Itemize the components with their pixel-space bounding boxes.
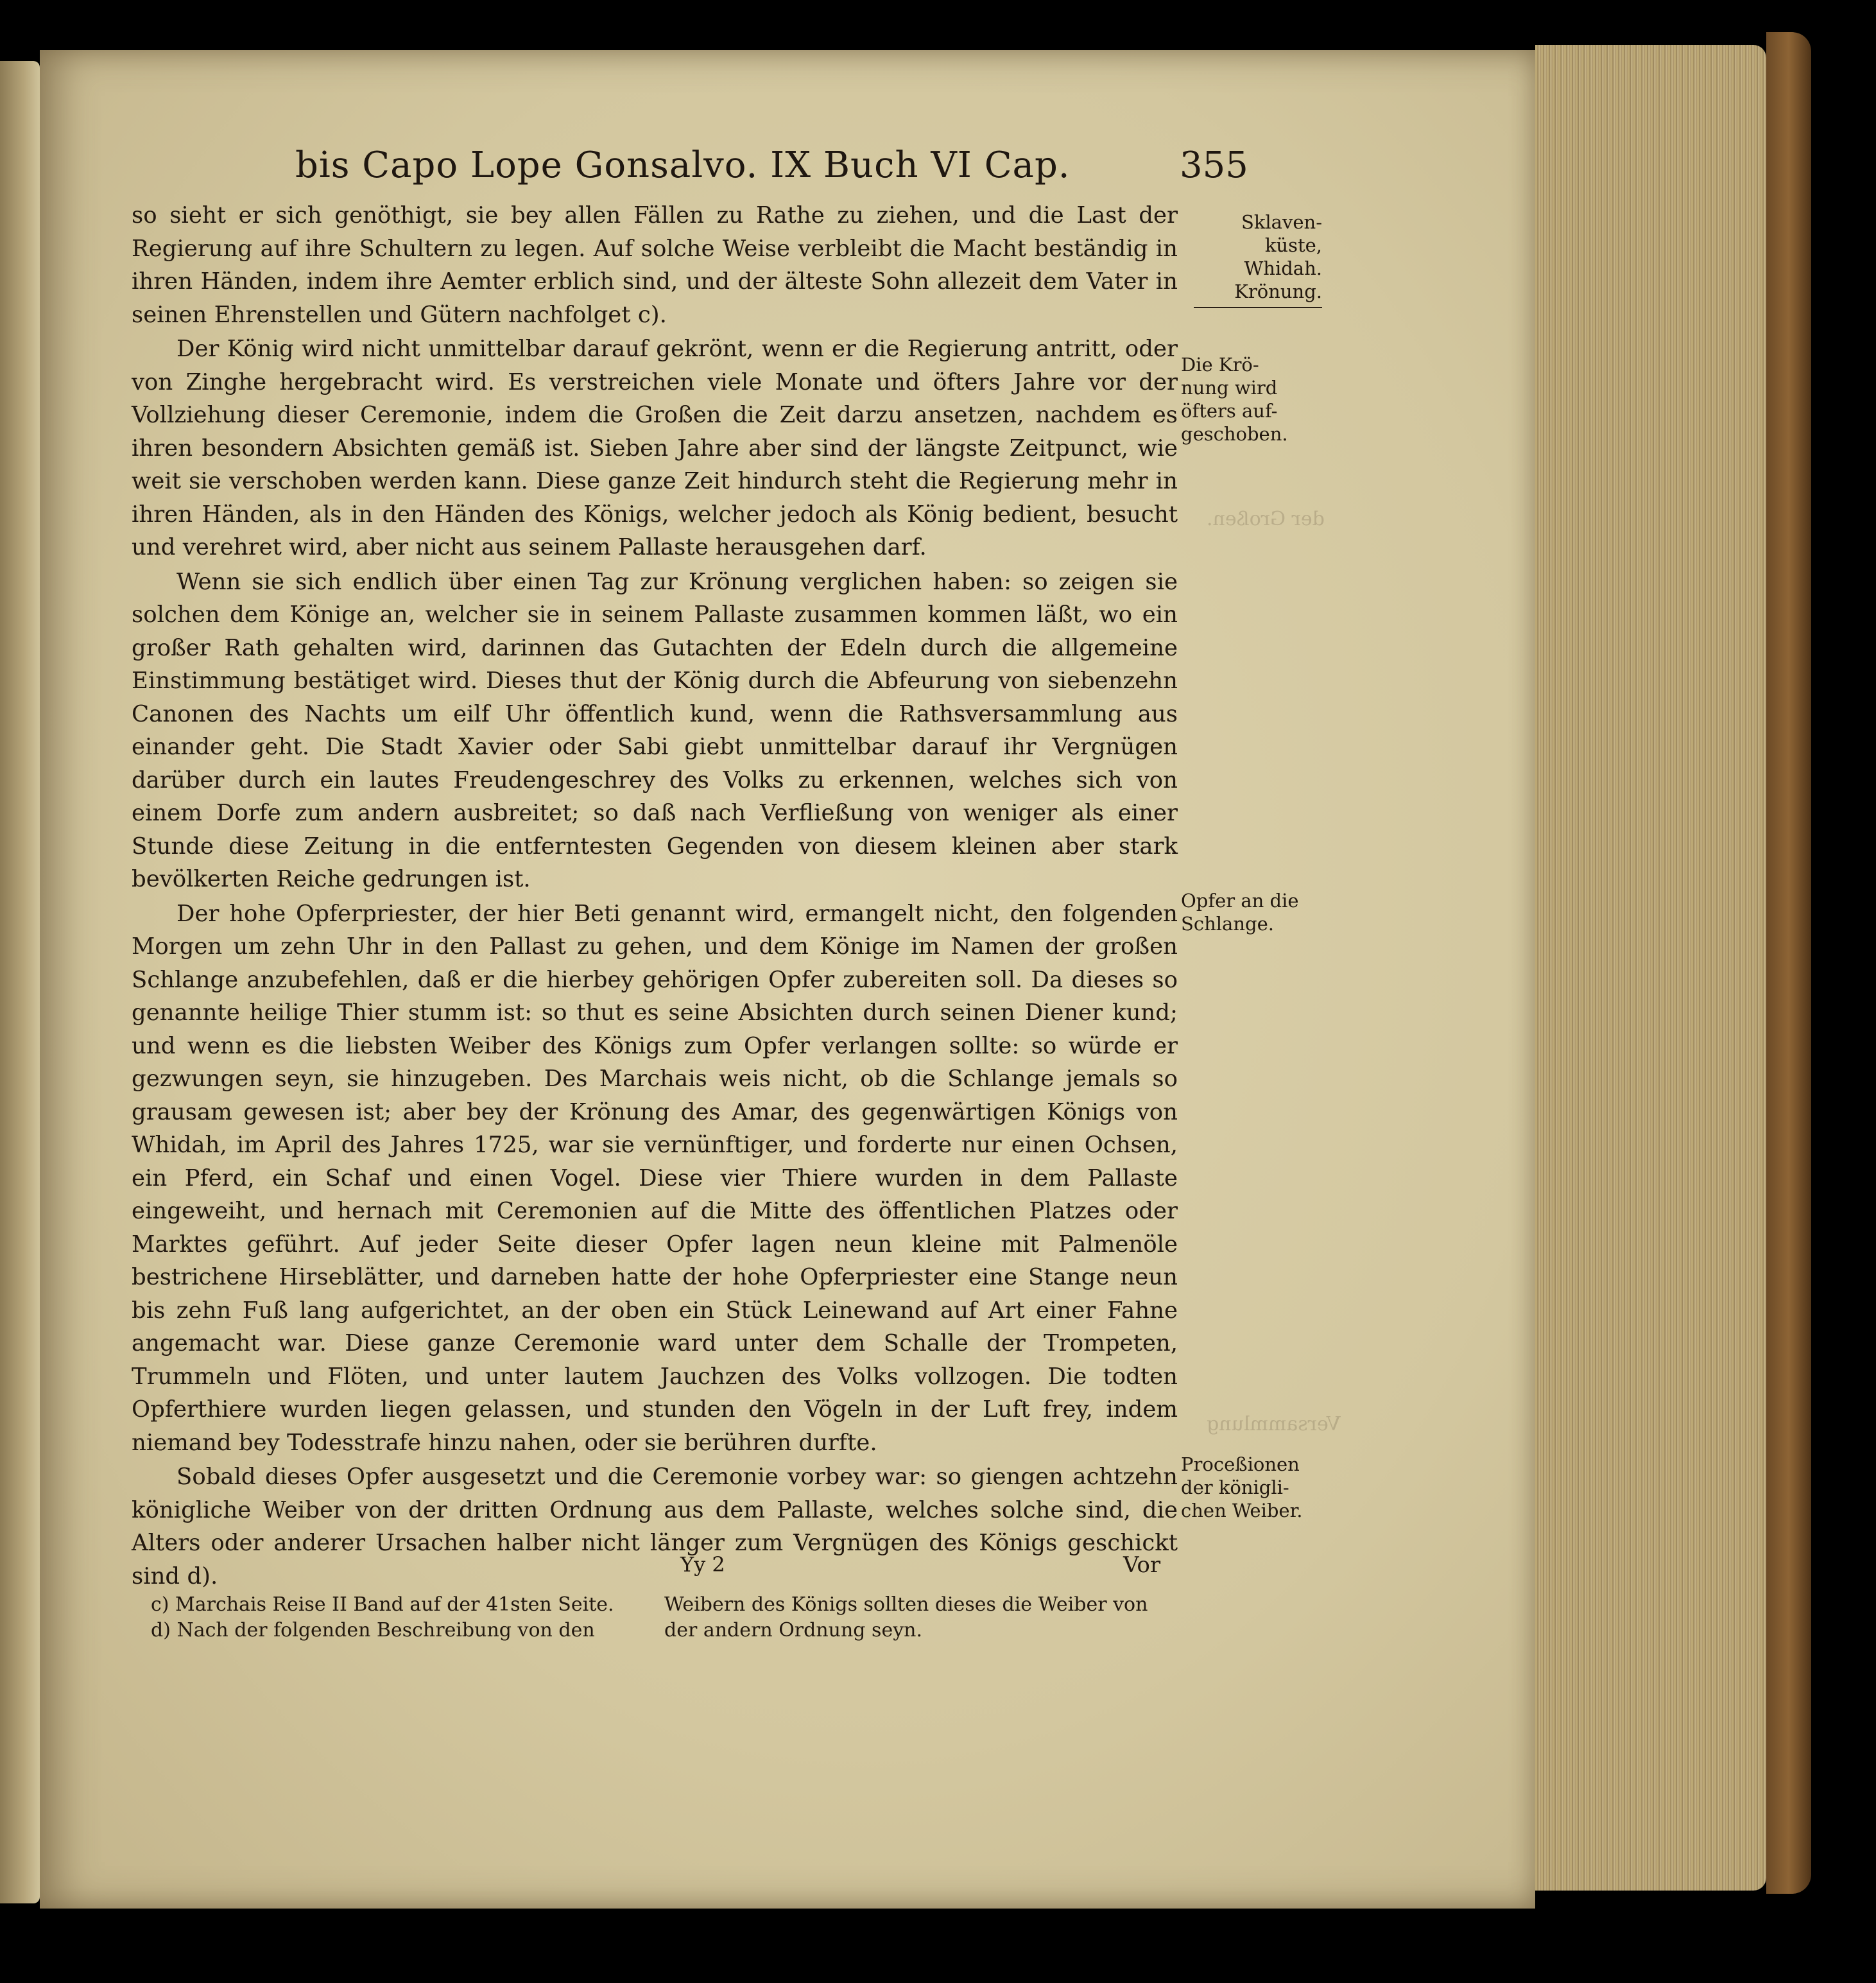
page-block-edges — [1535, 45, 1766, 1891]
bleed-through-text: der Großen. — [1207, 508, 1325, 530]
margin-note-rule — [1194, 307, 1322, 308]
margin-note-line: Proceßionen — [1181, 1453, 1300, 1475]
margin-note-line: nung wird — [1181, 377, 1278, 399]
margin-note-line: küste, — [1264, 234, 1322, 256]
footnote: d) Nach der folgenden Beschreibung von den — [151, 1619, 595, 1641]
margin-note-line: öfters auf- — [1181, 400, 1278, 422]
margin-note-processions — [1181, 1453, 1322, 1522]
margin-note-line: Schlange. — [1181, 913, 1274, 935]
bleed-through-text: Versammlung — [1207, 1413, 1341, 1435]
facing-page-edge — [0, 61, 40, 1903]
paragraph: Der hohe Opferpriester, der hier Beti genannt wird, ermangelt nicht, den folgenden Morgen um zehn Uhr in den Pallast zu gehen, und dem Könige im Namen der großen Schlange anzubefehlen, daß er die hierbey gehörigen Opfer zubereiten soll. Da dieses so genannte heilige Thier stumm ist: so thut es seine Absichten durch seinen Diener kund; und wenn es die liebsten Weiber des Königs zum Opfer verlangen sollte: so würde er gezwungen seyn, sie hinzugeben. Des Marchais weis nicht, ob die Schlange jemals so grausam gewesen ist; aber bey der Krönung des Amar, des gegenwärtigen Königs von Whidah, im April des Jahres 1725, war sie vernünftiger, und forderte nur einen Ochsen, ein Pferd, ein Schaf und einen Vogel. Diese vier Thiere wurden in dem Pallaste eingeweiht, und hernach mit Ceremonien auf die Mitte des öffentlichen Platzes oder Marktes geführt. Auf jeder Seite dieser Opfer lagen neun kleine mit Palmenöle bestrichene Hirseblätter, und darneben hatte der hohe Opferpriester eine Stange neun bis zehn Fuß lang aufgerichtet, an der oben ein Stück Leinewand auf Art einer Fahne angemacht war. Diese ganze Ceremonie ward unter dem Schalle der Trompeten, Trummeln und Flöten, und unter lautem Jauchzen des Volks vollzogen. Die todten Opferthiere wurden liegen gelassen, und stunden den Vögeln in der Luft frey, indem niemand bey Todesstrafe hinzu nahen, oder sie berühren durfte. — [132, 900, 1178, 1456]
margin-note-line: Die Krö- — [1181, 354, 1259, 376]
margin-note-line: der königli- — [1181, 1476, 1289, 1498]
margin-note-line: Whidah. — [1244, 257, 1322, 279]
margin-note-line: Opfer an die — [1181, 890, 1299, 912]
footnotes — [132, 1592, 1178, 1643]
main-text — [132, 199, 1178, 1593]
margin-note-serpent-sacrifice — [1181, 889, 1322, 935]
book-cover-edge — [1766, 32, 1811, 1894]
margin-note-line: chen Weiber. — [1181, 1500, 1303, 1521]
signature-mark: Yy 2 — [680, 1552, 725, 1577]
footnote-column-left — [132, 1592, 645, 1643]
margin-note-line: geschoben. — [1181, 423, 1288, 445]
catchword: Vor — [1123, 1552, 1161, 1578]
paragraph: so sieht er sich genöthigt, sie bey allen Fällen zu Rathe zu ziehen, und die Last der Regierung auf ihre Schultern zu legen. Auf solche Weise verbleibt die Macht beständig in ihren Händen, indem ihre Aemter erblich sind, und der älteste Sohn allezeit dem Vater in seinen Ehrenstellen und Gütern nachfolget c). — [132, 202, 1178, 328]
margin-note-coronation-delayed — [1181, 353, 1322, 446]
footnote: Weibern des Königs sollten dieses die Weiber von der andern Ordnung seyn. — [664, 1593, 1148, 1641]
margin-note-slave-coast — [1181, 211, 1322, 308]
paragraph: Wenn sie sich endlich über einen Tag zur Krönung verglichen haben: so zeigen sie solchen dem Könige an, welcher sie in seinem Pallaste zusammen kommen läßt, wo ein großer Rath gehalten wird, darinnen das Gutachten der Edeln durch die allgemeine Einstimmung bestätiget wird. Dieses thut der König durch die Abfeurung von siebenzehn Canonen des Nachts um eilf Uhr öffentlich kund, wenn die Rathsversammlung aus einander geht. Die Stadt Xavier oder Sabi giebt unmittelbar darauf ihr Vergnügen darüber durch ein lautes Freudengeschrey des Volks zu erkennen, welches sich von einem Dorfe zum andern ausbreitet; so daß nach Verfließung von weniger als einer Stunde diese Zeitung in die entferntesten Gegenden von diesem kleinen aber stark bevölkerten Reiche gedrungen ist. — [132, 568, 1178, 892]
footnote-column-right — [664, 1592, 1178, 1643]
running-header: bis Capo Lope Gonsalvo. IX Buch VI Cap. — [295, 144, 1071, 186]
footnote: c) Marchais Reise II Band auf der 41sten Seite. — [151, 1593, 614, 1616]
margin-note-line: Krönung. — [1234, 281, 1322, 302]
paragraph: Sobald dieses Opfer ausgesetzt und die Ceremonie vorbey war: so giengen achtzehn königliche Weiber von der dritten Ordnung aus dem Pallaste, welches solche sind, die Alters oder anderer Ursachen halber nicht länger zum Vergnügen des Königs geschickt sind d). — [132, 1464, 1178, 1589]
paragraph: Der König wird nicht unmittelbar darauf gekrönt, wenn er die Regierung antritt, oder von Zinghe hergebracht wird. Es verstreichen viele Monate und öfters Jahre vor der Vollziehung dieser Ceremonie, indem die Großen die Zeit darzu ansetzen, nachdem es ihren besondern Absichten gemäß ist. Sieben Jahre aber sind der längste Zeitpunct, wie weit sie verschoben werden kann. Diese ganze Zeit hindurch steht die Regierung mehr in ihren Händen, als in den Händen des Königs, welcher jedoch als König bedient, besucht und verehret wird, aber nicht aus seinem Pallaste herausgehen darf. — [132, 336, 1178, 560]
page-number: 355 — [1180, 144, 1248, 186]
margin-note-line: Sklaven- — [1241, 211, 1322, 233]
